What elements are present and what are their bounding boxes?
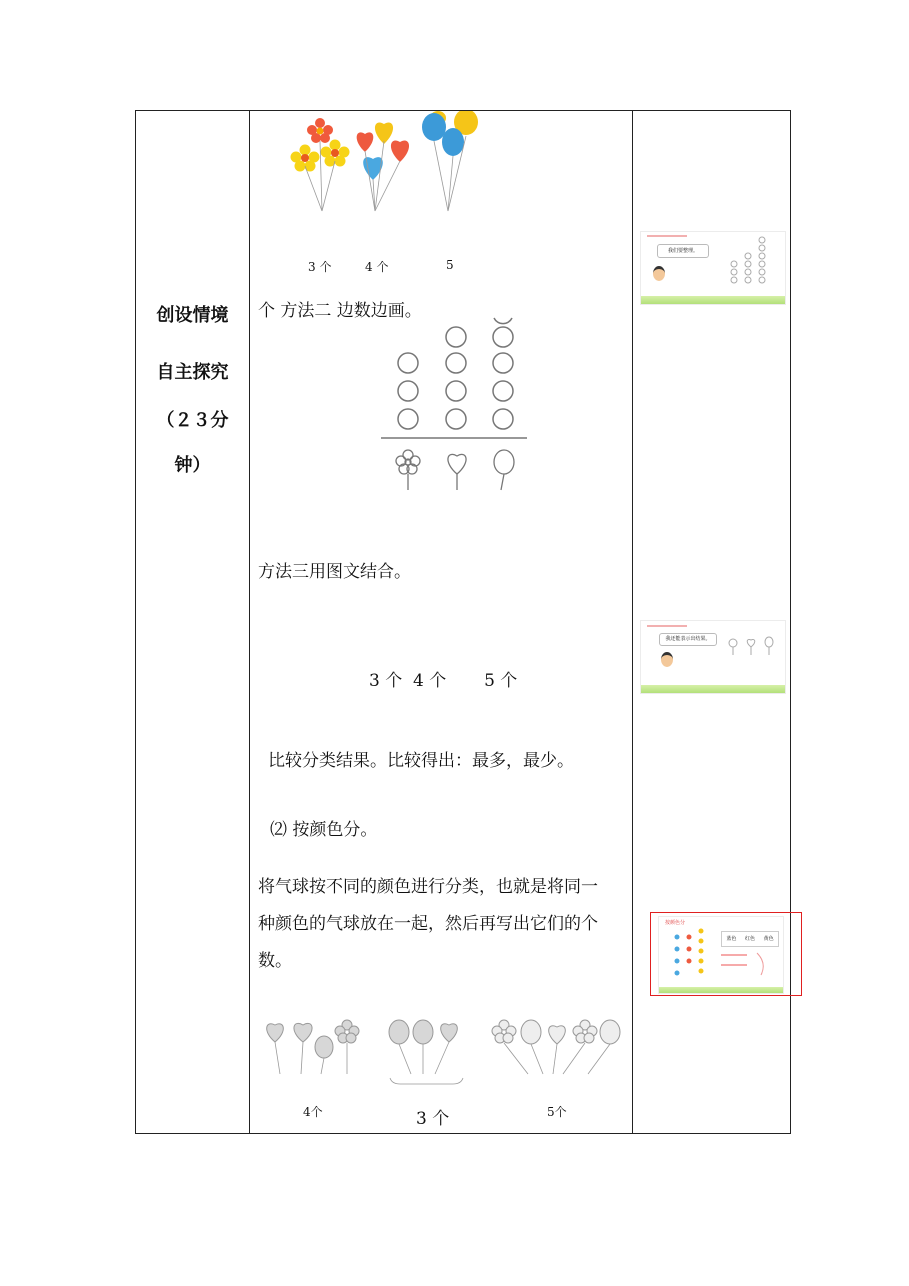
child-avatar-icon bbox=[653, 266, 665, 281]
tally-circles-diagram bbox=[375, 312, 535, 494]
column-divider-1 bbox=[249, 111, 250, 1133]
highlight-frame bbox=[650, 912, 802, 996]
count-group-1: 4个 bbox=[303, 1105, 323, 1119]
thumb2-speech-bubble: 我还能表示出结果。 bbox=[659, 633, 717, 646]
color-grouped-balloons-image bbox=[258, 1012, 628, 1090]
thumb2-outline-balloons bbox=[725, 635, 781, 665]
circle-icon bbox=[493, 381, 513, 401]
count-balloons: 5 bbox=[446, 258, 454, 272]
slide-thumbnail-2 bbox=[640, 620, 786, 694]
circle-icon bbox=[398, 381, 418, 401]
circle-icon bbox=[398, 409, 418, 429]
stage-duration-unit: 钟） bbox=[174, 455, 211, 476]
instruction-line-1: 将气球按不同的颜色进行分类，也就是将同一 bbox=[258, 877, 598, 897]
thumb3-title: 按颜色分 bbox=[665, 920, 686, 926]
heart-balloon-icon bbox=[448, 454, 466, 490]
count-hearts: 4 个 bbox=[365, 260, 389, 274]
circle-icon bbox=[446, 409, 466, 429]
thumb3-header-yellow: 黄色 bbox=[763, 936, 774, 942]
circle-icon bbox=[398, 353, 418, 373]
circle-icon bbox=[493, 327, 513, 347]
circle-icon bbox=[493, 353, 513, 373]
compare-text: 比较分类结果。比较得出：最多，最少。 bbox=[268, 751, 574, 771]
circle-icon bbox=[493, 409, 513, 429]
slide-thumbnail-1 bbox=[640, 231, 786, 305]
thumb1-stacked-circles bbox=[726, 236, 781, 296]
child-avatar-icon bbox=[661, 652, 673, 667]
flower-balloon-icon bbox=[396, 450, 420, 490]
stage-label-1: 创设情境 bbox=[156, 305, 229, 326]
thumb3-header-blue: 蓝色 bbox=[726, 936, 737, 942]
count-flowers: 3 个 bbox=[308, 260, 332, 274]
stage-label-2: 自主探究 bbox=[156, 362, 229, 383]
circle-icon bbox=[446, 353, 466, 373]
circle-icon bbox=[446, 327, 466, 347]
stage-duration: （２３分 bbox=[156, 410, 229, 431]
thumb3-header-red: 红色 bbox=[744, 936, 755, 942]
count-result-row: 3 个 4 个 5 个 bbox=[369, 671, 518, 691]
method-three-text: 方法三用图文结合。 bbox=[258, 562, 411, 582]
method-two-text: 个 方法二 边数边画。 bbox=[258, 301, 422, 321]
column-divider-2 bbox=[632, 111, 633, 1133]
instruction-line-2: 种颜色的气球放在一起，然后再写出它们的个 bbox=[258, 914, 598, 934]
instruction-line-3: 数。 bbox=[258, 951, 292, 971]
count-group-2: 3 个 bbox=[416, 1109, 450, 1129]
circle-icon bbox=[446, 381, 466, 401]
by-color-heading: ⑵ 按颜色分。 bbox=[270, 820, 378, 840]
count-group-3: 5个 bbox=[547, 1105, 567, 1119]
thumb1-speech-bubble: 我们要整理。 bbox=[657, 244, 709, 258]
balloon-strings bbox=[285, 111, 485, 221]
round-balloon-icon bbox=[494, 450, 514, 490]
